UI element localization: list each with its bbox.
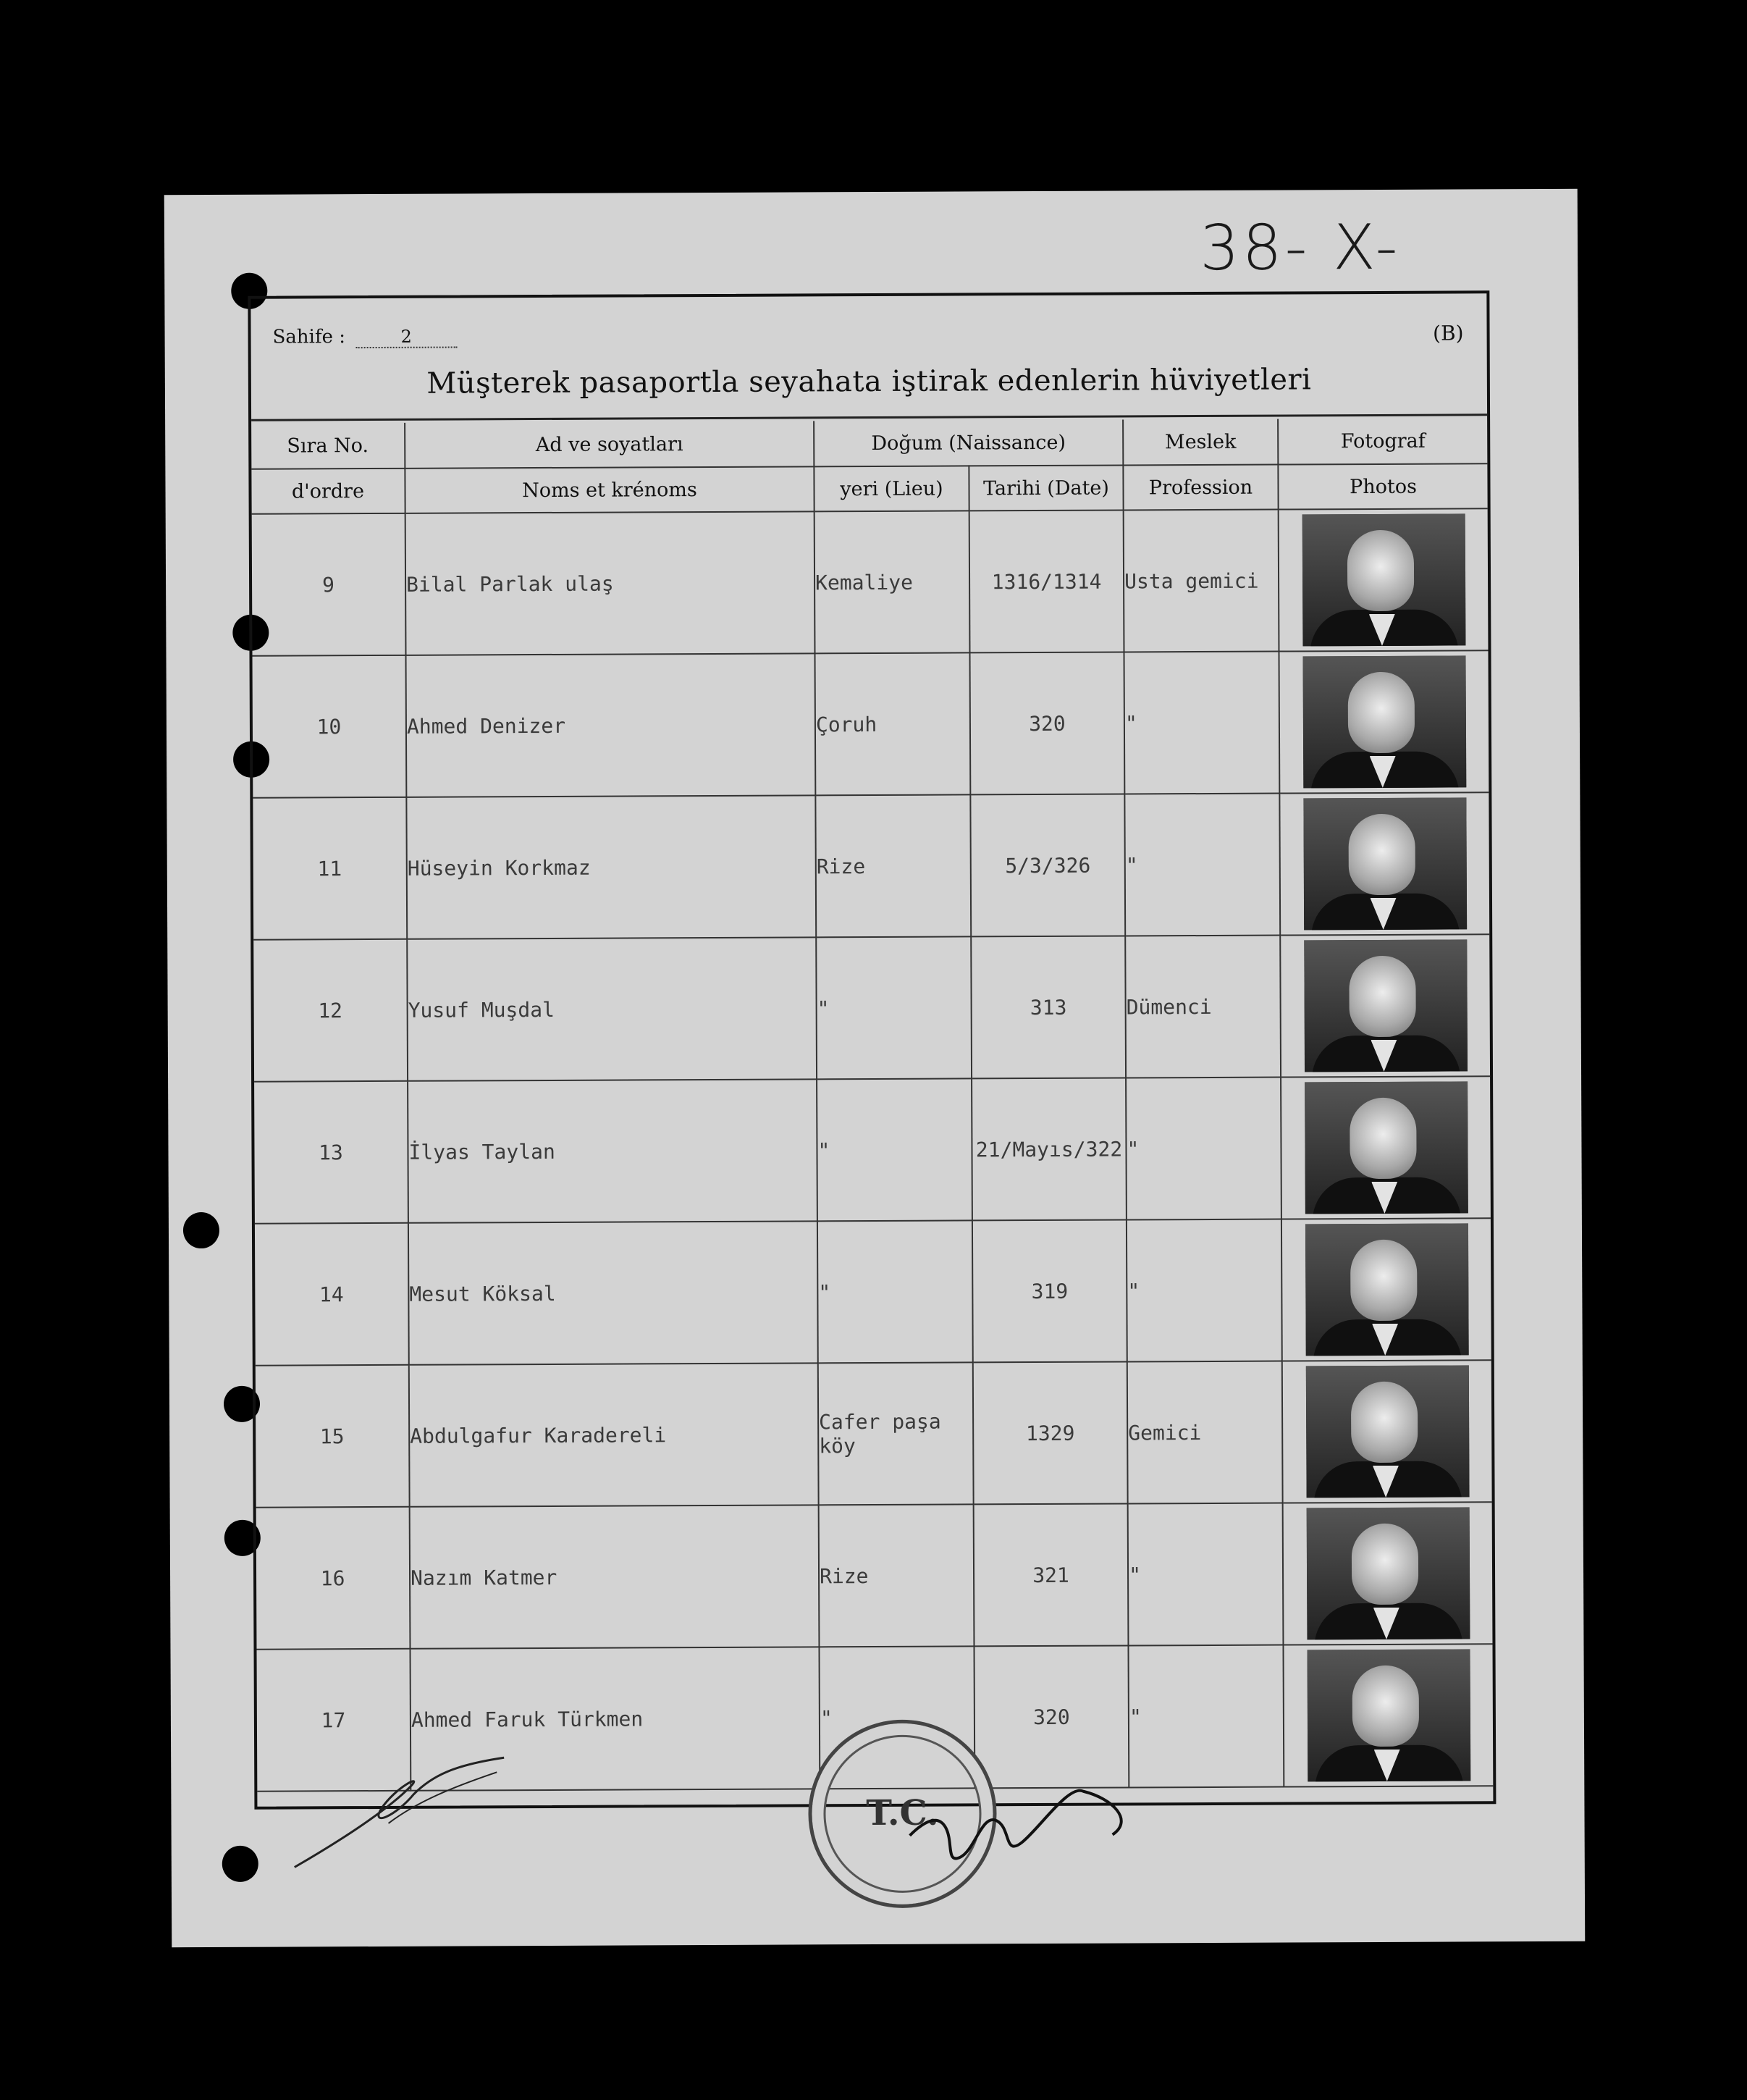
profession: " <box>1126 1078 1281 1220</box>
row-number: 11 <box>253 797 407 940</box>
photo-cell <box>1283 1502 1493 1645</box>
header-profession-tr: Meslek <box>1123 419 1278 466</box>
birth-place: Kemaliye <box>814 511 970 653</box>
passport-photo <box>1305 1081 1468 1214</box>
header-name-tr: Ad ve soyatları <box>405 421 814 468</box>
birth-date: 321 <box>974 1503 1129 1646</box>
photo-cell <box>1279 792 1489 935</box>
row-number: 16 <box>256 1507 411 1650</box>
passenger-table <box>251 418 1493 1792</box>
header-profession-fr: Profession <box>1123 465 1278 511</box>
row-number: 10 <box>253 655 407 798</box>
profession: " <box>1128 1645 1284 1788</box>
birth-place: " <box>816 936 972 1079</box>
document-page <box>164 189 1586 1947</box>
profession: Gemici <box>1127 1361 1283 1504</box>
profession: Dümenci <box>1125 936 1281 1078</box>
passenger-name: Bilal Parlak ulaş <box>405 511 815 655</box>
page-number-value: 2 <box>355 327 457 349</box>
passenger-name: Nazım Katmer <box>410 1505 820 1648</box>
photo-cell <box>1279 650 1489 793</box>
passport-photo <box>1307 1649 1470 1781</box>
birth-place: " <box>817 1220 973 1363</box>
photo-cell <box>1279 508 1489 651</box>
header-birth-date: Tarihi (Date) <box>969 465 1123 511</box>
profession: " <box>1124 794 1280 936</box>
birth-place: Cafer paşa köy <box>818 1362 974 1505</box>
passport-photo <box>1302 513 1465 646</box>
header-sira-tr: Sıra No. <box>251 423 405 469</box>
passenger-name: Ahmed Denizer <box>406 653 816 797</box>
passenger-name: Yusuf Muşdal <box>407 937 817 1080</box>
passport-photo <box>1303 797 1467 930</box>
series-label: (B) <box>1433 321 1464 345</box>
photo-cell <box>1283 1644 1493 1786</box>
passenger-name: İlyas Taylan <box>408 1079 817 1222</box>
table-row <box>254 1076 1491 1223</box>
profession: Usta gemici <box>1124 510 1279 652</box>
row-number: 13 <box>254 1081 408 1224</box>
birth-place: " <box>819 1646 974 1789</box>
birth-date: 1329 <box>973 1361 1128 1504</box>
table-row <box>253 650 1489 797</box>
row-number: 9 <box>252 513 406 656</box>
table-row <box>252 508 1489 655</box>
handwritten-reference: 38- X- <box>1199 211 1401 285</box>
page-title: Müşterek pasaportla seyahata iştirak edenlerin hüviyetleri <box>426 363 1312 400</box>
table-row <box>253 792 1489 939</box>
row-number: 12 <box>253 939 408 1082</box>
birth-date: 319 <box>972 1219 1127 1362</box>
birth-date: 1316/1314 <box>969 510 1124 652</box>
passport-photo <box>1302 655 1466 788</box>
passenger-name: Hüseyin Korkmaz <box>406 795 816 938</box>
passport-photo <box>1305 1223 1468 1356</box>
table-row <box>253 934 1490 1081</box>
punch-hole <box>222 1846 258 1882</box>
signature-center <box>895 1769 1156 1886</box>
photo-cell <box>1282 1360 1492 1503</box>
stamp-text: T.C. <box>866 1792 939 1834</box>
signature-left <box>287 1743 519 1874</box>
passenger-name: Abdulgafur Karadereli <box>409 1363 819 1506</box>
birth-place: Rize <box>819 1504 974 1647</box>
birth-date: 320 <box>969 652 1124 794</box>
header-photo-tr: Fotograf <box>1278 418 1487 464</box>
passport-photo <box>1306 1507 1470 1639</box>
table-row <box>256 1360 1492 1507</box>
birth-place: Rize <box>815 794 971 937</box>
table-row <box>256 1502 1493 1649</box>
profession: " <box>1128 1503 1284 1646</box>
form-frame <box>248 290 1496 1809</box>
passport-photo <box>1304 939 1468 1072</box>
row-number: 15 <box>256 1365 410 1508</box>
birth-date: 21/Mayıs/322 <box>972 1078 1127 1220</box>
row-number: 17 <box>256 1649 411 1792</box>
row-number: 14 <box>255 1223 409 1366</box>
page-number-field <box>273 326 458 349</box>
punch-hole <box>183 1212 219 1248</box>
photo-cell <box>1281 1218 1491 1361</box>
table-row <box>255 1218 1491 1365</box>
photo-cell <box>1281 1076 1491 1219</box>
birth-date: 5/3/326 <box>970 794 1125 936</box>
header-sira-fr: d'ordre <box>251 469 405 514</box>
profession: " <box>1124 652 1280 794</box>
profession: " <box>1127 1219 1282 1362</box>
passport-photo <box>1305 1365 1469 1498</box>
photo-cell <box>1280 934 1490 1077</box>
header-birth: Doğum (Naissance) <box>814 419 1123 466</box>
page-number-label: Sahife : <box>272 326 346 348</box>
birth-place: Çoruh <box>815 652 971 795</box>
header-birth-place: yeri (Lieu) <box>814 466 969 511</box>
header-name-fr: Noms et krénoms <box>405 466 814 513</box>
header-photo-fr: Photos <box>1278 463 1487 509</box>
passenger-name: Ahmed Faruk Türkmen <box>410 1647 820 1790</box>
birth-date: 313 <box>971 936 1126 1078</box>
birth-date: 320 <box>974 1645 1129 1788</box>
birth-place: " <box>817 1078 972 1221</box>
passenger-name: Mesut Köksal <box>408 1221 818 1364</box>
